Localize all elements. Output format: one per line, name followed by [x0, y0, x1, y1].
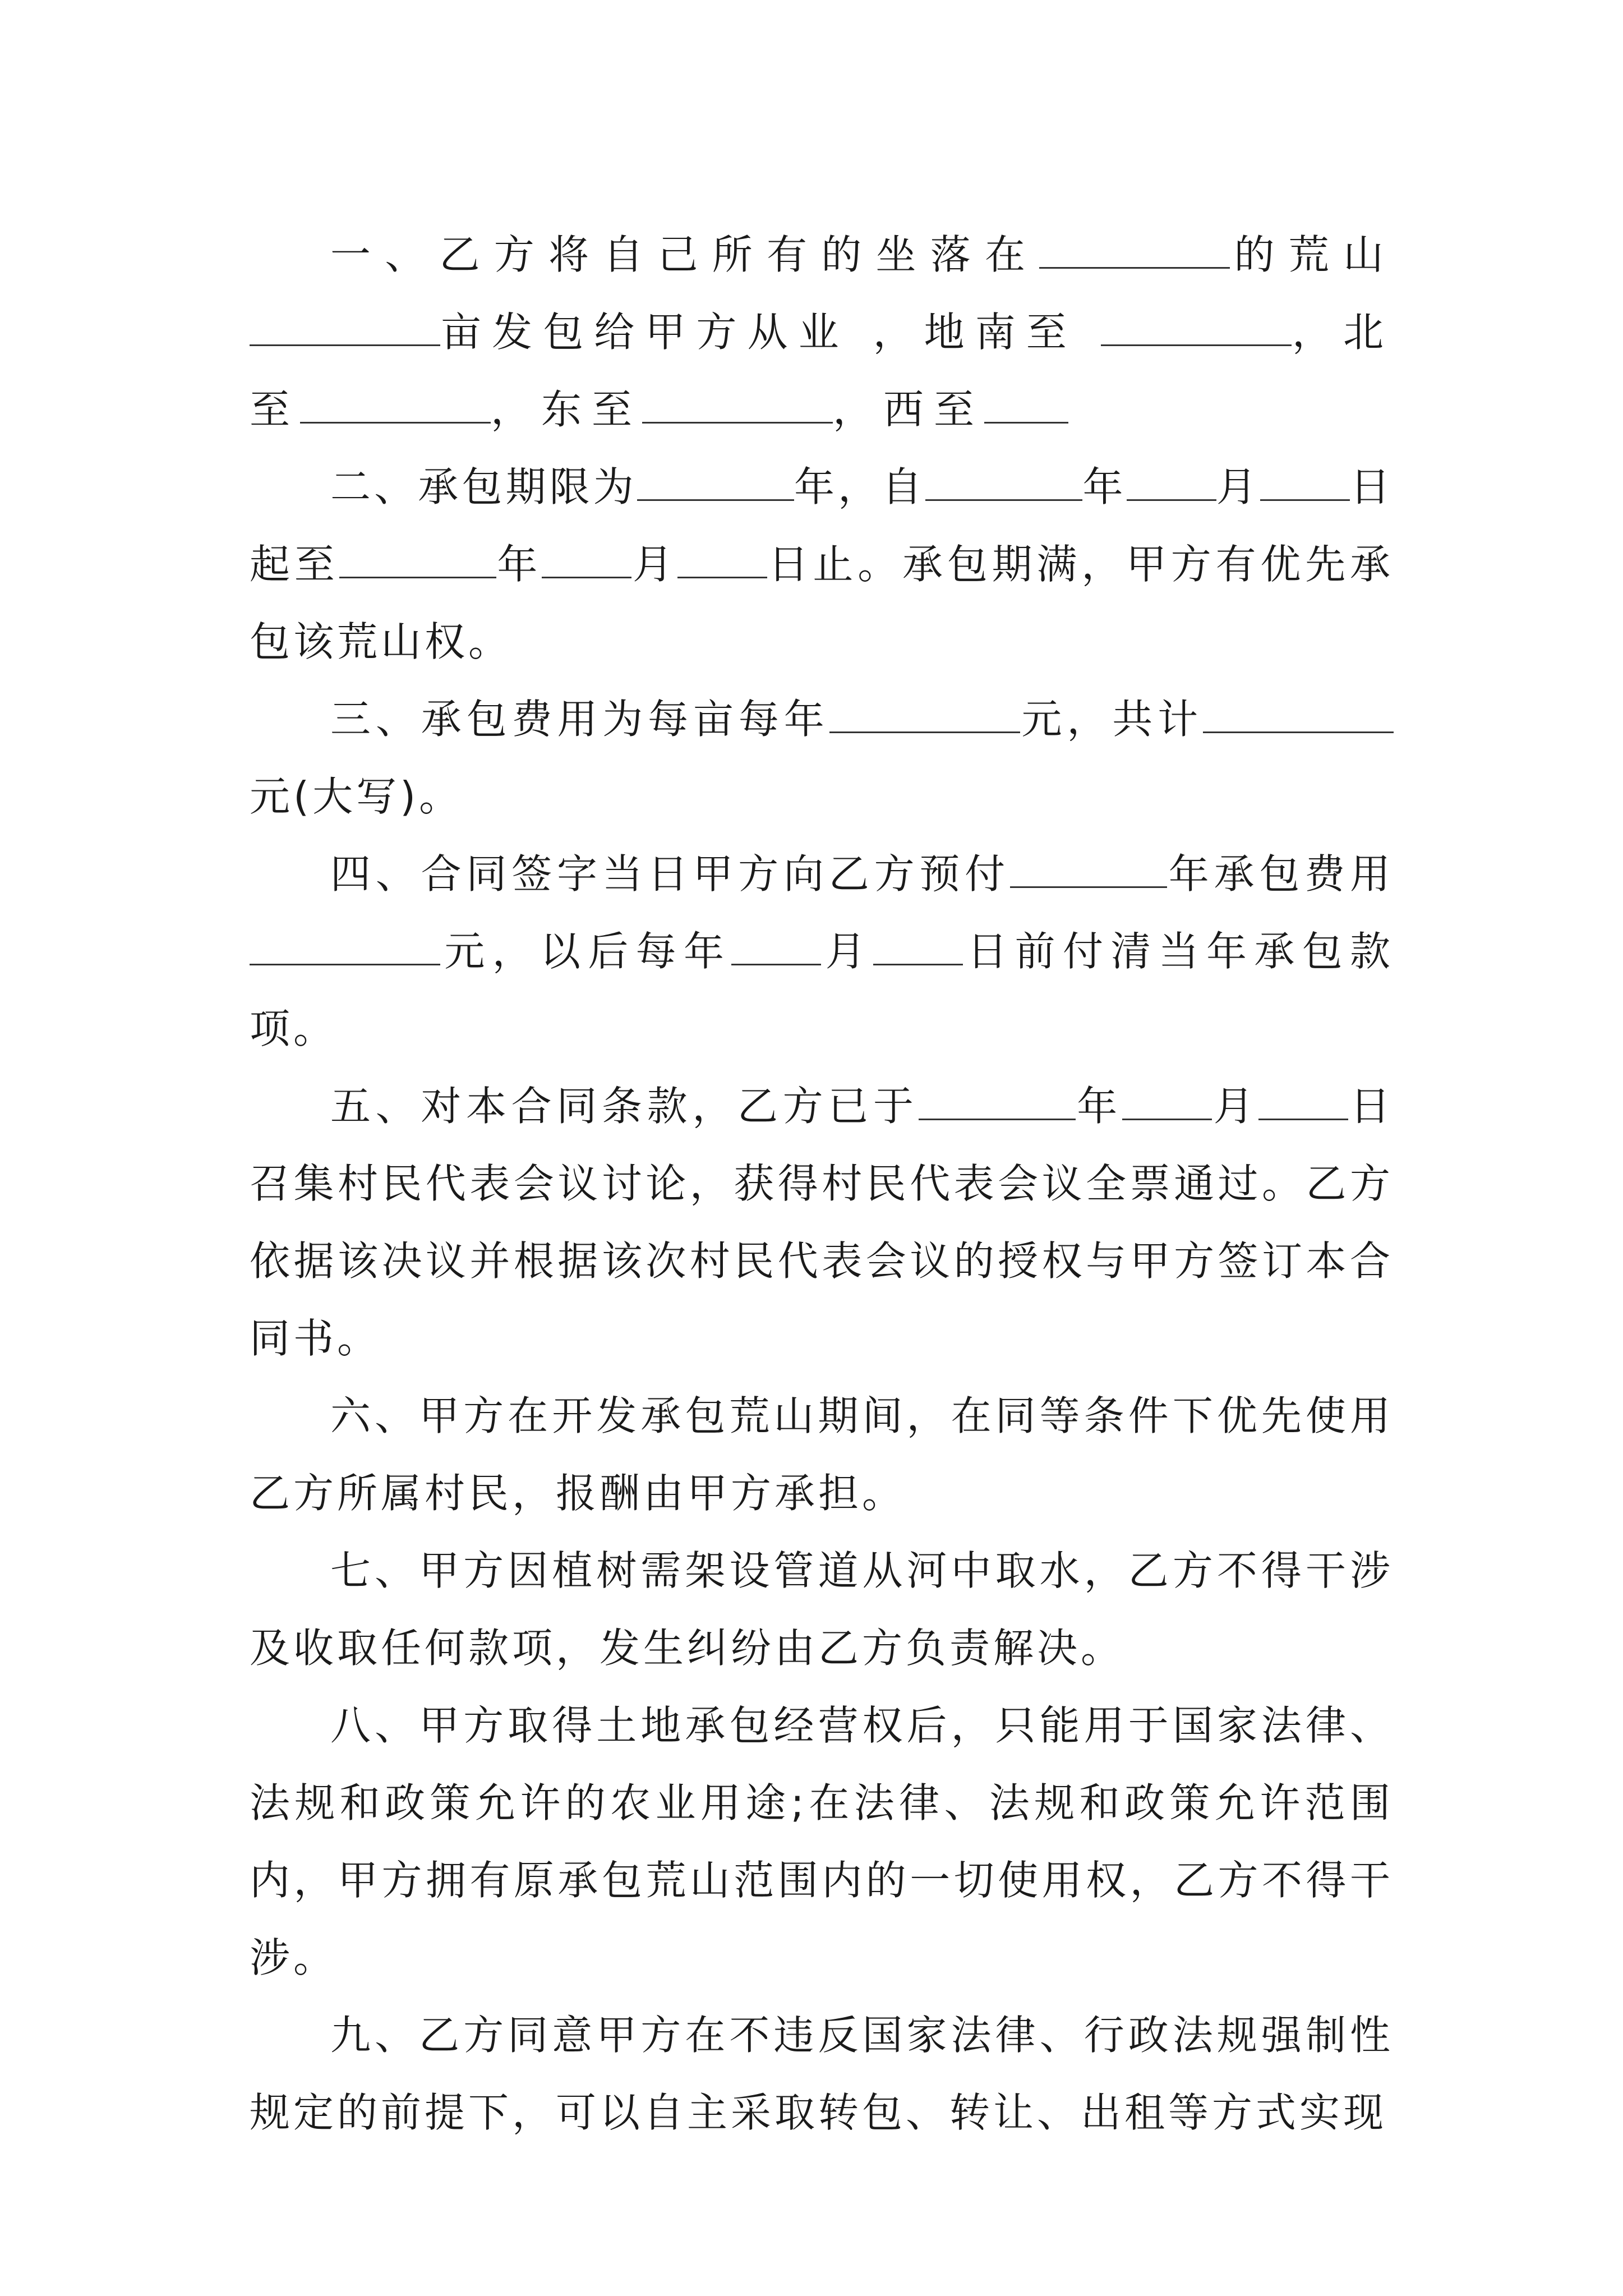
clause-5-text: 日召集村民代表会议讨论，获得村民代表会议全票通过。乙方依据该决议并根据该次村民代表会议的授权与甲方签订本合同书。: [250, 1083, 1394, 1362]
blank-location: [1039, 231, 1230, 269]
clause-2-text: 二、承包期限为: [330, 463, 637, 510]
blank-end-year: [339, 540, 496, 578]
clause-4-text: 日前付清当年承包款项。: [250, 928, 1394, 1052]
clause-2-text: 月: [1216, 463, 1260, 510]
contract-body: [250, 216, 1394, 2151]
blank-west: [984, 385, 1068, 424]
blank-prepay-years: [1010, 850, 1167, 888]
clause-2-text: 年: [496, 541, 542, 588]
clause-1-text: ，西至: [833, 386, 985, 433]
blank-meeting-year: [919, 1082, 1076, 1120]
blank-fee-total: [1203, 695, 1394, 733]
clause-1-text: ，北至: [250, 309, 1394, 433]
blank-south: [1101, 308, 1292, 346]
clause-1-text: 一、乙方将自己所有的坐落在: [330, 231, 1040, 278]
blank-end-day: [677, 540, 767, 578]
blank-start-day: [1260, 463, 1350, 501]
clause-9: 九、乙方同意甲方在不违反国家法律、行政法规强制性规定的前提下，可以自主采取转包、转让、出租等方式实现: [250, 2012, 1394, 2136]
clause-2-text: 日起至: [250, 463, 1394, 588]
blank-term-years: [637, 463, 794, 501]
clause-1: [250, 216, 1394, 448]
blank-fee-per-mu: [829, 695, 1020, 733]
clause-2: [250, 448, 1394, 680]
clause-4: [250, 835, 1394, 1068]
clause-3-text: 三、承包费用为每亩每年: [330, 696, 829, 743]
clause-4-text: 月: [821, 928, 873, 975]
clause-1-text: ，东至: [491, 386, 643, 433]
blank-area: [250, 308, 440, 346]
clause-2-text: 月: [631, 541, 677, 588]
clause-6: 六、甲方在开发承包荒山期间，在同等条件下优先使用乙方所属村民，报酬由甲方承担。: [250, 1392, 1394, 1517]
blank-north: [300, 385, 491, 424]
clause-1-text: 的荒山: [1230, 231, 1394, 278]
clause-3-text: 元(大写)。: [250, 773, 463, 820]
clause-5-text: 月: [1211, 1083, 1259, 1130]
clause-3-text: 元，共计: [1020, 696, 1203, 743]
clause-5-text: 五、对本合同条款，乙方已于: [330, 1083, 919, 1130]
blank-prepay-amount: [250, 927, 440, 965]
blank-start-month: [1127, 463, 1216, 501]
clause-4-text: 元，以后每年: [440, 928, 732, 975]
clause-7: 七、甲方因植树需架设管道从河中取水，乙方不得干涉及收取任何款项，发生纠纷由乙方负责解决。: [250, 1547, 1394, 1672]
blank-meeting-month: [1122, 1082, 1212, 1120]
clause-4-text: 四、合同签字当日甲方向乙方预付: [330, 850, 1010, 898]
blank-pay-day: [873, 927, 963, 965]
clause-3: [250, 680, 1394, 835]
blank-start-year: [925, 463, 1082, 501]
clause-2-text: 日止。承包期满，甲方有优先承包该荒山权。: [250, 541, 1394, 665]
blank-pay-month: [731, 927, 821, 965]
blank-east: [642, 385, 833, 424]
clause-2-text: 年: [1082, 463, 1127, 510]
blank-end-month: [542, 540, 631, 578]
clause-8: 八、甲方取得土地承包经营权后，只能用于国家法律、法规和政策允许的农业用途;在法律、法规和政策允许范围内，甲方拥有原承包荒山范围内的一切使用权，乙方不得干涉。: [250, 1702, 1394, 1981]
clause-2-text: 年，自: [794, 463, 926, 510]
clause-5-text: 年: [1075, 1083, 1122, 1130]
clause-5: [250, 1068, 1394, 1377]
clause-4-text: 年承包费用: [1166, 850, 1394, 898]
blank-meeting-day: [1258, 1082, 1348, 1120]
clause-1-text: 亩发包给甲方从业 ，地南至: [440, 309, 1101, 356]
